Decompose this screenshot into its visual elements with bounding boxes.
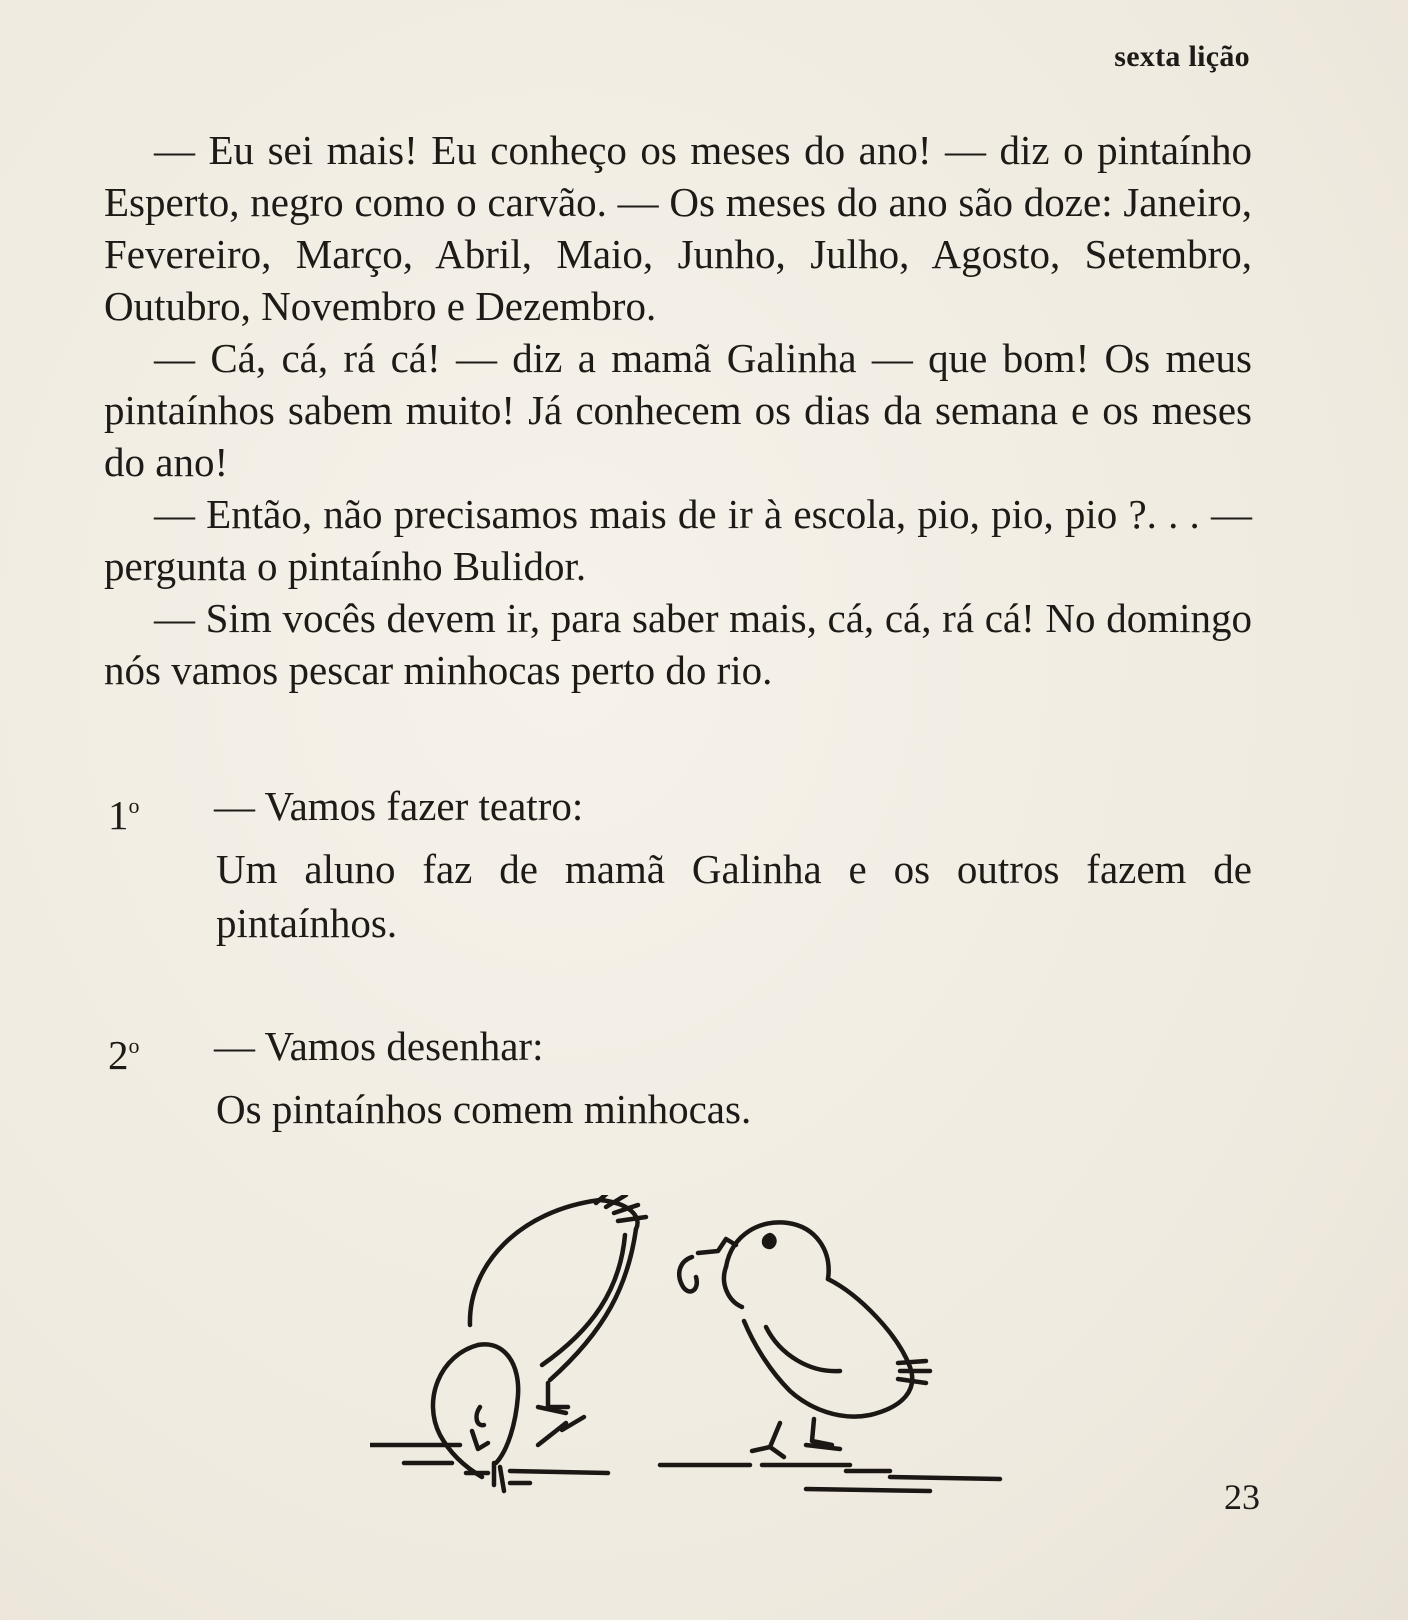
story-text: [104, 124, 1252, 696]
exercise-body: Os pintaínhos comem minhocas.: [216, 1086, 752, 1132]
two-chicks-eating-worms-icon: [370, 1195, 1050, 1495]
exercise-number: 1$^o$: [108, 792, 140, 838]
exercise-number: 2$^o$: [108, 1032, 140, 1078]
story-paragraph-1: — Eu sei mais! Eu conheço os meses do ano! — diz o pintaínho Esperto, negro como o carvão. — Os meses do ano são doze: Janeiro, Fevereiro, Março, Abril, Maio, Junho, Julho, Agosto, Setembro, Outubro, Novembro e Dezembro.: [104, 127, 1252, 329]
exercise-title: — Vamos desenhar:: [214, 1023, 544, 1069]
lesson-header: sexta lição: [1114, 40, 1250, 73]
story-paragraph-2: — Cá, cá, rá cá! — diz a mamã Galinha — que bom! Os meus pintaínhos sabem muito! Já conhecem os dias da semana e os meses do ano!: [104, 335, 1252, 485]
story-paragraph-4: — Sim vocês devem ir, para saber mais, cá, cá, rá cá! No domingo nós vamos pescar minhocas perto do rio.: [104, 595, 1252, 693]
story-paragraph-3: — Então, não precisamos mais de ir à escola, pio, pio, pio ?. . . — pergunta o pintaínho Bulidor.: [104, 491, 1252, 589]
exercise-1: [108, 779, 1252, 950]
exercise-body: Um aluno faz de mamã Galinha e os outros fazem de pintaínhos.: [216, 846, 1252, 946]
exercise-title: — Vamos fazer teatro:: [214, 783, 584, 829]
page-number: 23: [1224, 1477, 1260, 1517]
exercise-2: [108, 1019, 1252, 1136]
